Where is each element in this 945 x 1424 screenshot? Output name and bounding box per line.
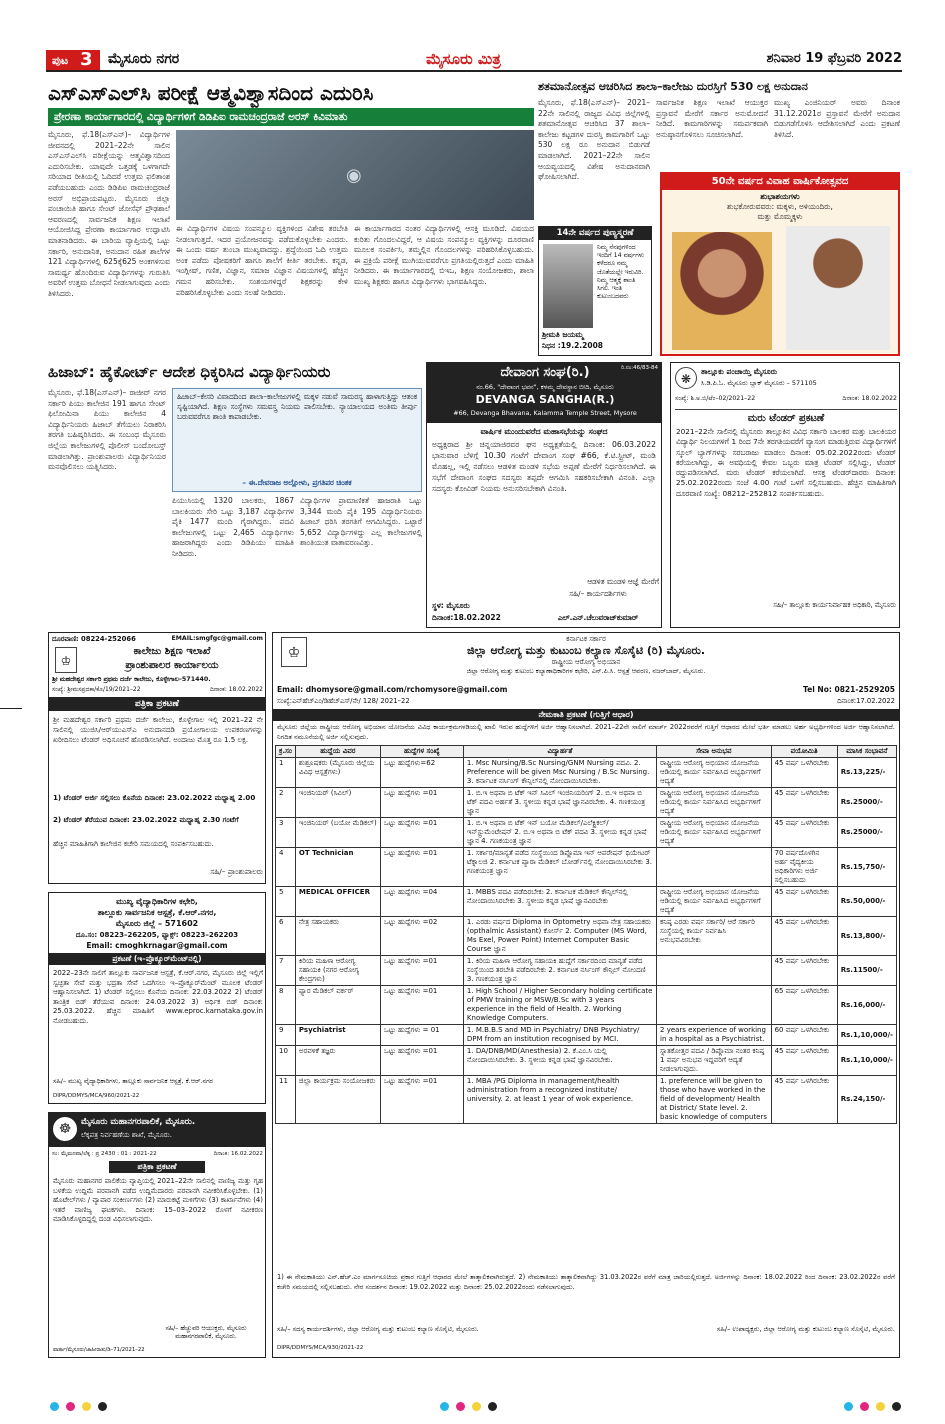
obituary-photo (543, 244, 593, 328)
table-cell: 4 (276, 848, 296, 887)
tender-office: ತಾಲ್ಲೂಕು ಪಂಚಾಯ್ತಿ ಮೈಸೂರು (701, 367, 778, 376)
masthead: ಮೈಸೂರು ಮಿತ್ರ (426, 50, 501, 68)
table-cell: 1. DA/DNB/MD(Anesthesia) 2. ಕೆ.ಎಂ.ಸಿ ಯಲ್ಲಿ ನೋಂದಾಯಿಸಿರಬೇಕು. 3. ಸ್ಥಳೀಯ ಕನ್ನಡ ಭಾಷೆ ಜ್ಞಾನವಿರಬೇಕು. (463, 1046, 656, 1076)
anniversary-photo-husband (786, 226, 890, 350)
hospital-office: ಮುಖ್ಯ ವೈದ್ಯಾಧಿಕಾರಿಗಳ ಕಛೇರಿ, (116, 897, 198, 906)
table-cell: ರಾಷ್ಟ್ರೀಯ ಆರೋಗ್ಯ ಅಭಿಯಾನ ಯೋಜನೆಯ ಆಡಿಯಲ್ಲಿ ಕಾರ್ಯ ನಿರ್ವಹಿಸಿದ ಅಭ್ಯರ್ಥಿಗಳಿಗೆ ಆದ್ಯತೆ (657, 887, 772, 917)
table-cell: 2 years experience of working in a hospital as a Psychiatrist. (657, 1025, 772, 1046)
hospital-tender-ad (48, 892, 266, 1104)
black-dot (98, 1402, 107, 1411)
table-cell: 1. ಬಿ.ಇ ಅಥವಾ ಬಿ ಟೆಕ್ ಇನ್ ಬಯೋ ಮೆಡಿಕಲ್/ಎಲೆಕ್ಟ್ರಿಕಲ್/ಇನ್‌ಸ್ಟ್ರುಮೆಂಟೇಷನ್ 2. ಬಿ.ಇ ಅಥವಾ ಬಿ ಟೆಕ್ ಪದವಿ 3. ಸ್ಥಳೀಯ ಕನ್ನಡ ಭಾಷೆ ಜ್ಞಾನ 4. ಗಣಕಯಂತ್ರ ಜ್ಞಾನ (463, 818, 656, 848)
devanga-title-kn: ದೇವಾಂಗ ಸಂಘ(ರಿ.) (500, 365, 590, 380)
devanga-sign-name: ಎಲ್.ಎನ್.ಚೆಲುವರಾಜ್‌ಕುಮಾರ್ (557, 613, 639, 622)
table-row (276, 788, 897, 818)
devanga-sign-1: ಆಡಳಿತ ಮಂಡಳಿ ಆಜ್ಞೆ ಮೇರೆಗೆ (587, 577, 659, 586)
table-cell: Rs.1,10,000/- (837, 1046, 896, 1076)
mcc-title: ಮೈಸೂರು ಮಹಾನಗರಪಾಲಿಕೆ, ಮೈಸೂರು. (81, 1117, 196, 1127)
table-cell: Rs.50,000/- (837, 887, 896, 917)
cyan-dot (440, 1402, 449, 1411)
table-cell: 1. MBA /PG Diploma in management/health administration from a recognized institute/ university. 2. at least 1 year of wok experience. (463, 1076, 656, 1124)
side-story-column-1: ಮೈಸೂರು, ಫೆ.18(ಎಸ್‌ಎನ್‌)– 2021–22ನೇ ಸಾಲಿನಲ್ಲಿ ರಾಜ್ಯದ ವಿವಿಧ ಜಿಲ್ಲೆಗಳಲ್ಲಿ ಶತಮಾನೋತ್ಸವ ಆಚರಿಸಿದ 37 ಶಾಲಾ–ಕಾಲೇಜು ಕಟ್ಟಡಗಳ ದುರಸ್ತಿ ಕಾಮಗಾರಿಗೆ ಒಟ್ಟು 530 ಲಕ್ಷ ರೂ ಅನುದಾನ ಬಿಡುಗಡೆ ಮಾಡಲಾಗಿದೆ. 2021–22ನೇ ಸಾಲಿನ ಆಯವ್ಯಯದಲ್ಲಿ ವಿಶೇಷ ಅನುದಾನವಾಗಿ ಘೋಷಿಸಲಾಗಿದೆ. (538, 98, 650, 182)
anniversary-ad (660, 172, 900, 356)
devanga-sangha-ad (426, 362, 662, 628)
anniversary-title: 50ನೇ ವರ್ಷದ ವಿವಾಹ ವಾರ್ಷಿಕೋತ್ಸವದ (662, 174, 898, 190)
anniversary-photo-wife (672, 232, 772, 350)
lead-column-3: ಈ ಕಾರ್ಯಾಗಾರದ ನಂತರ ವಿದ್ಯಾರ್ಥಿಗಳಲ್ಲಿ ಆಸಕ್ತಿ ಮೂಡಿದೆ. ವಿಷಯದ ಕುರಿತು ಗೊಂದಲವಿದ್ದರೆ, ಆ ವಿಷಯ ಸಂಪನ್ಮೂಲ ವ್ಯಕ್ತಿಗಳನ್ನು ದೂರವಾಣಿ ಮೂಲಕ ಸಂಪರ್ಕಿಸಿ, ತಮ್ಮಲ್ಲಿನ ಗೊಂದಲಗಳನ್ನು ಪರಿಹರಿಸಿಕೊಳ್ಳಬಹುದು. ಈ ಪ್ರಕ್ರಿಯೆ ಪರೀಕ್ಷೆ ಮುಗಿಯುವವರೆಗೂ ಪ್ರಗತಿಯಲ್ಲಿರುತ್ತದೆ ಎಂದು ಮಾಹಿತಿ ನೀಡಿದರು. ಈ ಕಾರ್ಯಾಗಾರದಲ್ಲಿ ಬಿಇಒ, ಶಿಕ್ಷಣ ಸಂಯೋಜಕರು, ಶಾಲಾ ಮುಖ್ಯ ಶಿಕ್ಷಕರು ಹಾಗೂ ವಿದ್ಯಾರ್ಥಿಗಳು ಭಾಗವಹಿಸಿದ್ದರು. (354, 224, 534, 286)
table-cell: 1. ಬಿ.ಇ ಅಥವಾ ಬಿ ಟೆಕ್ ಇನ್ ಸಿವಿಲ್ ಇಂಜಿನಿಯರಿಂಗ್ 2. ಬಿ.ಇ ಅಥವಾ ಬಿ ಟೆಕ್ ಪದವಿ ಅರ್ಹತೆ 3. ಸ್ಥಳೀಯ ಕನ್ನಡ ಭಾಷೆ ಜ್ಞಾನವಿರಬೇಕು. 4. ಗಣಕಯಂತ್ರ ಜ್ಞಾನ (463, 788, 656, 818)
table-cell: 3 (276, 818, 296, 848)
tender-date: ದಿನಾಂಕ: 18.02.2022 (842, 395, 897, 402)
college-more-info: ಹೆಚ್ಚಿನ ಮಾಹಿತಿಗಾಗಿ ಕಾಲೇಜಿನ ಕಚೇರಿ ಸಮಯದಲ್ಲಿ ಸಂಪರ್ಕಿಸಬಹುದು. (53, 839, 214, 848)
tender-title: ಮರು ಟೆಂಡರ್ ಪ್ರಕಟಣೆ (675, 409, 897, 424)
page-number: 3 (80, 49, 93, 70)
health-dipr: DIPR/DDMYS/MCA/930/2021-22 (277, 1345, 364, 1351)
health-notice-title: ನೇಮಕಾತಿ ಪ್ರಕಟಣೆ (ಗುತ್ತಿಗೆ ಆಧಾರ) (273, 709, 899, 721)
table-cell: ಒಟ್ಟು ಹುದ್ದೆಗಳು =01 (380, 848, 463, 887)
devanga-address-en: #66, Devanga Bhavana, Kalamma Temple Street, Mysore (453, 409, 637, 417)
table-cell: Rs.25000/- (837, 788, 896, 818)
table-cell: 8 (276, 986, 296, 1025)
college-office: ಪ್ರಾಂಶುಪಾಲರ ಕಾರ್ಯಾಲಯ (125, 660, 219, 671)
hospital-district: ಮೈಸೂರು ಜಿಲ್ಲೆ – 571602 (115, 919, 199, 928)
health-intro: ಮೈಸೂರು ಜಿಲ್ಲೆಯ ರಾಷ್ಟ್ರೀಯ ಆರೋಗ್ಯ ಅಭಿಯಾನ ಯೋಜನೆಯ ವಿವಿಧ ಕಾರ್ಯಕ್ರಮಗಳಡಿಯಲ್ಲಿ ಖಾಲಿ ಇರುವ ಹುದ್ದೆಗಳಿಗೆ ಅರ್ಜಿ ಆಹ್ವಾನಿಸಲಾಗಿದೆ. 2021–22ನೇ ಸಾಲಿಗೆ ಮಾರ್ಚ್ 2022ರವರೆಗೆ ಗುತ್ತಿಗೆ ಆಧಾರದ ಮೇಲೆ ಭರ್ತಿ ಮಾಡಲು ಅರ್ಹ ಅಭ್ಯರ್ಥಿಗಳಿಂದ ಅರ್ಜಿ ಆಹ್ವಾನಿಸಲಾಗಿದೆ. ನಿಗದಿತ ನಮೂನೆಯಲ್ಲಿ ಅರ್ಜಿ ಸಲ್ಲಿಸುವುದು. (277, 723, 895, 741)
table-cell: 45 ವರ್ಷ ಒಳಗಿರಬೇಕು (771, 956, 837, 986)
college-dept: ಕಾಲೇಜು ಶಿಕ್ಷಣ ಇಲಾಖೆ (133, 646, 211, 657)
table-cell: 70 ವರ್ಷದೊಳಗಿನ ಅರ್ಹ ವೈದ್ಯಕೀಯ ಅಧಿಕಾರಿಗಳು ಅರ್ಜಿ ಸಲ್ಲಿಸಬಹುದು (771, 848, 837, 887)
section-name: ಮೈಸೂರು ನಗರ (108, 51, 180, 67)
hijab-quote-box (172, 388, 422, 492)
table-header-cell: ಕ್ರ.ಸಂ (276, 746, 296, 758)
table-cell: ಒಟ್ಟು ಹುದ್ದೆಗಳು =01 (380, 818, 463, 848)
table-header-cell: ಸೇವಾ ಅನುಭವ (657, 746, 772, 758)
table-cell: 45 ವರ್ಷ ಒಳಗಿರಬೇಕು (771, 1046, 837, 1076)
table-cell: 6 (276, 917, 296, 956)
table-cell: ಅರವಳಿಕೆ ತಜ್ಞರು (295, 1046, 380, 1076)
page-label: ಪುಟ (52, 54, 69, 67)
health-posts-table (275, 745, 897, 1124)
issue-date: ಶನಿವಾರ 19 ಫೆಬ್ರವರಿ 2022 (766, 51, 902, 66)
mcc-body: ಮೈಸೂರು ಮಹಾನಗರ ಪಾಲಿಕೆಯ ವ್ಯಾಪ್ತಿಯಲ್ಲಿ 2021–22ನೇ ಸಾಲಿನಲ್ಲಿ ವಾಣಿಜ್ಯ ಮತ್ತು ಗೃಹ ಬಳಕೆಯ ಉದ್ದಿಮೆ ಪರವಾನಗಿ ಪಡೆದ ಉದ್ದಿಮೆದಾರರು ಪರವಾನಗಿ ನವೀಕರಿಸಿಕೊಳ್ಳಬೇಕು. (1) ಹೊಟೇಲ್‌ಗಳು / ವ್ಯಾಪಾರ ಸಂಕೀರ್ಣಗಳು (2) ಮಾರುಕಟ್ಟೆ ಮಳಿಗೆಗಳು (3) ಕಾರ್ಖಾನೆಗಳು (4) ಇತರೆ ವಾಣಿಜ್ಯ ಘಟಕಗಳು. ದಿನಾಂಕ: 15–03–2022 ರೊಳಗೆ ನವೀಕರಣ ಮಾಡಿಸಿಕೊಳ್ಳದಿದ್ದಲ್ಲಿ ದಂಡ ವಿಧಿಸಲಾಗುವುದು. (53, 1177, 263, 1224)
table-cell: 45 ವರ್ಷ ಒಳಗಿರಬೇಕು (771, 818, 837, 848)
table-cell (657, 848, 772, 887)
table-cell: ಫ್ಯಾರ ಮೆಡಿಕಲ್ ವರ್ಕರ್ (295, 986, 380, 1025)
anniversary-greeting-family: ಮತ್ತು ಮೊಮ್ಮಕ್ಕಳು (757, 212, 803, 221)
side-story-column-3: ಮುಖ್ಯ ಎಂಜಿನಿಯರ್ ಅವರು ದಿನಾಂಕ 31.12.2021ರ ಪ್ರಸ್ತಾವನೆ ಮೇರೆಗೆ ಅನುದಾನ ಬಿಡುಗಡೆಗೊಳಿಸಿ ಆದೇಶಿಸಲಾಗಿದೆ ಎಂದು ಪ್ರಕಟಣೆ ತಿಳಿಸಿದೆ. (774, 98, 900, 139)
anniversary-greeting: ಶುಭಾಶಯಗಳು (760, 192, 800, 201)
table-cell (657, 986, 772, 1025)
table-cell: Rs.1,10,000/- (837, 1025, 896, 1046)
magenta-dot (66, 1402, 75, 1411)
obituary-text: ನಿಮ್ಮ ನೆನಪುಗಳಿಂದ ಇಂದಿಗೆ 14 ವರ್ಷಗಳು ಕಳೆದರೂ ನಮ್ಮ ಜೊತೆಯಲ್ಲೇ ಇರುವಿರಿ. ನಿಮ್ಮ ಆತ್ಮಕ್ಕೆ ಶಾಂತಿ ಸಿಗಲಿ. ಇಂತಿ ಕುಟುಂಬದವರು (597, 244, 645, 301)
table-cell: ಕನಿಷ್ಠ ಎರಡು ವರ್ಷ ಸರ್ಕಾರಿ/ ಆರೆ ಸರ್ಕಾರಿ ಸಂಸ್ಥೆಯಲ್ಲಿ ಕಾರ್ಯ ನಿರ್ವಹಿಸಿ ಅನುಭವವಿರಬೇಕು (657, 917, 772, 956)
side-story-column-2: ಸಾರ್ವಜನಿಕ ಶಿಕ್ಷಣ ಇಲಾಖೆ ಆಯುಕ್ತರ ಪ್ರಸ್ತಾವನೆ ಮೇರೆಗೆ ಸರ್ಕಾರ ಅನುಮೋದನೆ ನೀಡಿದೆ. ಕಾಮಗಾರಿಗಳನ್ನು ಸಮರ್ಪಕವಾಗಿ ಅನುಷ್ಠಾನಗೊಳಿಸಲು ಸೂಚಿಸಲಾಗಿದೆ. (656, 98, 768, 139)
college-email: EMAIL:smgfgc@gmail.com (171, 635, 263, 642)
magenta-dot (860, 1402, 869, 1411)
devanga-header (427, 363, 661, 423)
table-cell: 1 (276, 758, 296, 788)
page-number-badge (46, 50, 100, 70)
table-cell: ಒಟ್ಟು ಹುದ್ದೆಗಳು =02 (380, 917, 463, 956)
devanga-sign-2: ಸಹಿ/– ಕಾರ್ಯದರ್ಶಿಗಳು (569, 589, 627, 598)
health-email: Email: dhomysore@gmail.com/rchomysore@gmail.com (277, 685, 508, 694)
table-cell: 45 ವರ್ಷ ಒಳಗಿರಬೇಕು (771, 917, 837, 956)
health-footer: 1) ಈ ನೇಮಕಾತಿಯು ಎನ್.ಹೆಚ್.ಎಂ ಮಾರ್ಗಸೂಚಿಯ ಪ್ರಕಾರ ಗುತ್ತಿಗೆ ಆಧಾರದ ಮೇಲೆ ತಾತ್ಕಾಲಿಕವಾಗಿರುತ್ತದೆ. 2) ನೇಮಕಾತಿಯು ತಾತ್ಕಾಲಿಕವಾಗಿದ್ದು 31.03.2022ರ ವರೆಗೆ ಮಾತ್ರ ಜಾರಿಯಲ್ಲಿರುತ್ತದೆ. ಅರ್ಜಿಗಳನ್ನು ದಿನಾಂಕ: 18.02.2022 ರಿಂದ ದಿನಾಂಕ: 23.02.2022ರ ವರೆಗೆ ಕಚೇರಿ ಸಮಯದಲ್ಲಿ ಸಲ್ಲಿಸಬಹುದು. ನೇರ ಸಂದರ್ಶನ ದಿನಾಂಕ: 19.02.2022 ಮತ್ತು ದಿನಾಂಕ: 25.02.2022ರಂದು ನಡೆಸಲಾಗುವುದು. (277, 1273, 895, 1291)
table-header-row (276, 746, 897, 758)
side-story-headline: ಶತಮಾನೋತ್ಸವ ಆಚರಿಸಿದ ಶಾಲಾ–ಕಾಲೇಜು ದುರಸ್ತಿಗೆ 530 ಲಕ್ಷ ಅನುದಾನ (538, 80, 808, 93)
mcc-dept: ಲೆಕ್ಕಪತ್ರ ನಿರ್ವಹಣೆಯ ಶಾಖೆ, ಮೈಸೂರು. (81, 1131, 172, 1139)
health-sign-2: ಸಹಿ/– ಉಪಾಧ್ಯಕ್ಷರು, ಜಿಲ್ಲಾ ಆರೋಗ್ಯ ಮತ್ತು ಕುಟುಂಬ ಕಲ್ಯಾಣ ಸೊಸೈಟಿ, ಮೈಸೂರು. (716, 1325, 895, 1333)
table-cell: OT Technician (295, 848, 380, 887)
table-cell: MEDICAL OFFICER (295, 887, 380, 917)
hijab-column-3: ವಿದ್ಯಾರ್ಥಿಗಳ ಪ್ರಾಮಾಣಿಕತೆ ಹಾಜರಾತಿ ಒಟ್ಟು 3,344 ಮಂದಿ ಪೈಕಿ 195 ವಿದ್ಯಾರ್ಥಿನಿಯರು ಹಿಜಾಬ್ ಧರಿಸಿ ತರಗತಿಗೆ ಆಗಮಿಸಿದ್ದರು. ಒಟ್ಟಾರೆ 5,652 ವಿದ್ಯಾರ್ಥಿಗಳಿದ್ದು ಎಲ್ಲ ಕಾಲೇಜುಗಳಲ್ಲಿ ಶಾಂತಿಯುತ ವಾತಾವರಣವಿತ್ತು. (300, 496, 422, 548)
table-cell: ನೇತ್ರ ಸಹಾಯಕರು (295, 917, 380, 956)
hijab-column-1: ಮೈಸೂರು, ಫೆ.18(ಎಸ್‌ಎನ್‌)– ರಾಜೀವ್ ನಗರ ಸರ್ಕಾರಿ ಪಿಯು ಕಾಲೇಜಿನ 191 ಹಾಗೂ ಸೇಂಟ್ ಫಿಲೋಮಿನಾ ಪಿಯು ಕಾಲೇಜಿನ 4 ವಿದ್ಯಾರ್ಥಿನಿಯರು ಹಿಜಾಬ್ ತೆಗೆಯಲು ನಿರಾಕರಿಸಿ ತರಗತಿ ಬಹಿಷ್ಕರಿಸಿದರು. ಈ ಸಂಬಂಧ ಮೈಸೂರು ಜಿಲ್ಲೆಯ ಕಾಲೇಜುಗಳಲ್ಲಿ ಪೊಲೀಸ್ ಬಂದೋಬಸ್ತ್ ಮಾಡಲಾಗಿತ್ತು. ಪ್ರಾಂಶುಪಾಲರು ವಿದ್ಯಾರ್ಥಿನಿಯರ ಮನವೊಲಿಸಲು ಯತ್ನಿಸಿದರು. (48, 388, 166, 472)
table-cell: 1. High School / Higher Secondary holding certificate of PMW training or MSW/B.Sc with 3 years experience in the field of Health. 2. Working Knowledge Computers. (463, 986, 656, 1025)
table-cell: Rs.24,150/- (837, 1076, 896, 1124)
hospital-email: Email: cmoghkrnagar@gmail.com (86, 941, 228, 950)
mcc-sign: ಸಹಿ/– ಹೆಚ್ಚುವರಿ ಆಯುಕ್ತರು, ಮೈಸೂರು ಮಹಾನಗರಪಾಲಿಕೆ, ಮೈಸೂರು. (165, 1325, 247, 1340)
table-row (276, 848, 897, 887)
table-cell: 45 ವರ್ಷ ಒಳಗಿರಬೇಕು (771, 887, 837, 917)
table-cell: ಒಟ್ಟು ಹುದ್ದೆಗಳು =01 (380, 788, 463, 818)
devanga-subtitle: ವಾರ್ಷಿಕ ಮುಂದುವರೆದ ಮಹಾಸಭೆಯನ್ನು ಸಂಘದ (480, 427, 608, 436)
table-cell: Rs.13,225/- (837, 758, 896, 788)
table-row (276, 887, 897, 917)
table-cell: 9 (276, 1025, 296, 1046)
table-cell: 11 (276, 1076, 296, 1124)
obituary-title: 14ನೇ ವರ್ಷದ ಪುಣ್ಯಸ್ಮರಣೆ (539, 227, 651, 240)
hijab-headline: ಹಿಜಾಬ್: ಹೈಕೋರ್ಟ್ ಆದೇಶ ಧಿಕ್ಕರಿಸಿದ ವಿದ್ಯಾರ್ಥಿನಿಯರು (48, 363, 331, 381)
hospital-dipr: DIPR/DDMYS/MCA/960/2021-22 (53, 1093, 140, 1099)
table-row (276, 956, 897, 986)
table-header-cell: ಮಾಸಿಕ ಸಂಭಾವನೆ (837, 746, 896, 758)
hijab-quote-text: ಹಿಜಾಬ್–ಕೇಸರಿ ವಿವಾದದಿಂದ ಶಾಲಾ–ಕಾಲೇಜುಗಳಲ್ಲಿ ಮಕ್ಕಳ ನಡುವೆ ಸಾಮರಸ್ಯ ಹಾಳಾಗುತ್ತಿದ್ದು ಆತಂಕ ಸೃಷ್ಟಿಯಾಗಿದೆ. ಶಿಕ್ಷಣ ಸಂಸ್ಥೆಗಳು ಸಮವಸ್ತ್ರ ನಿಯಮ ಪಾಲಿಸಬೇಕು. ನ್ಯಾಯಾಲಯದ ಅಂತಿಮ ತೀರ್ಪು ಬರುವವರೆಗೂ ಶಾಂತಿ ಕಾಪಾಡಬೇಕು. (177, 392, 417, 421)
health-emblem-icon: ♔ (281, 637, 307, 667)
tender-number: ಸಂಖ್ಯೆ: ಶಿ.ಅ.ಬಿ/ಟೆಂ–02/2021–22 (675, 395, 756, 402)
table-row (276, 986, 897, 1025)
table-cell: ಇಂಜಿನಿಯರ್ (ಸಿವಿಲ್) (295, 788, 380, 818)
devanga-address-kn: ನಂ.66, "ದೇವಾಂಗ ಭವನ", ಕಳಮ್ಮ ದೇವಸ್ಥಾನ ಬೀದಿ, ಮೈಸೂರು (476, 383, 614, 391)
table-cell: ರಾಷ್ಟ್ರೀಯ ಆರೋಗ್ಯ ಅಭಿಯಾನ ಯೋಜನೆಯ ಆಡಿಯಲ್ಲಿ ಕಾರ್ಯ ನಿರ್ವಹಿಸಿದ ಅಭ್ಯರ್ಥಿಗಳಿಗೆ ಆದ್ಯತೆ (657, 758, 772, 788)
cyan-dot (844, 1402, 853, 1411)
hospital-phone: ದೂ.ಸಂ: 08223–262205, ಫ್ಯಾಕ್ಸ್: 08223–262203 (75, 931, 239, 939)
college-body: ಶ್ರೀ ಮಹದೇಶ್ವರ ಸರ್ಕಾರಿ ಪ್ರಥಮ ದರ್ಜೆ ಕಾಲೇಜು, ಕೊಳ್ಳೇಗಾಲ ಇಲ್ಲಿ 2021–22 ನೇ ಸಾಲಿನಲ್ಲಿ ಯುಜಿಸಿ/ಆರ್‌ಯುಎಸ್‌ಎ ಅನುದಾನದಡಿ ಪ್ರಯೋಗಾಲಯ ಉಪಕರಣಗಳನ್ನು ಖರೀದಿಸಲು ಟೆಂಡರ್ ಅಧಿಸೂಚನೆ ಹೊರಡಿಸಲಾಗಿದೆ. ಅಂದಾಜು ಮೊತ್ತ ರೂ 1.5 ಲಕ್ಷ. (53, 715, 263, 744)
table-cell: 10 (276, 1046, 296, 1076)
table-cell: 45 ವರ್ಷ ಒಳಗಿರಬೇಕು (771, 788, 837, 818)
table-cell: 45 ವರ್ಷ ಒಳಗಿರಬೇಕು (771, 1076, 837, 1124)
table-cell: Rs.13,800/- (837, 917, 896, 956)
obituary-ad (538, 226, 652, 356)
table-cell: 65 ವರ್ಷ ಒಳಗಿರಬೇಕು (771, 986, 837, 1025)
mcc-notice-title: ಪತ್ರಿಕಾ ಪ್ರಕಟಣೆ (109, 1161, 205, 1173)
yellow-dot (876, 1402, 885, 1411)
table-header-cell: ವಿದ್ಯಾರ್ಹತೆ (463, 746, 656, 758)
table-cell: 1. ಎರಡು ವರ್ಷದ Diploma in Optometry ಅಥವಾ ನೇತ್ರ ಸಹಾಯಕರು (opthalmic Assistant) ಕೋರ್ಸ್ 2. Computer (MS Word, Ms Exel, Power Point) Internet Computer Basic Course ಜ್ಞಾನ (463, 917, 656, 956)
table-cell: 1. M.B.B.S and MD in Psychiatry/ DNB Psychiatry/ DPM from an institution recognised by MCI. (463, 1025, 656, 1046)
magenta-dot (456, 1402, 465, 1411)
college-sign: ಸಹಿ/– ಪ್ರಾಂಶುಪಾಲರು (210, 867, 263, 876)
obituary-name: ಶ್ರೀಮತಿ ಜಯಮ್ಮ (542, 330, 584, 339)
college-name: ಶ್ರೀ ಮಹದೇಶ್ವರ ಸರ್ಕಾರಿ ಪ್ರಥಮ ದರ್ಜೆ ಕಾಲೇಜು, ಕೊಳ್ಳೇಗಾಲ–571440. (52, 676, 211, 683)
table-cell: Rs.25000/- (837, 818, 896, 848)
yellow-dot (472, 1402, 481, 1411)
college-deadline-2: 2) ಟೆಂಡರ್ ತೆರೆಯುವ ದಿನಾಂಕ: 23.02.2022 ಮಧ್ಯಾಹ್ನ 2.30 ಗಂಟೆಗೆ (53, 815, 239, 824)
mcc-dipr: ವಾರ್ತಾ/ಮೈಸೂರು/ಜಾಹೀರಾತು/ಡಿ–71/2021–22 (53, 1347, 145, 1353)
table-row (276, 1025, 897, 1046)
table-cell: ರಾಷ್ಟ್ರೀಯ ಆರೋಗ್ಯ ಅಭಿಯಾನ ಯೋಜನೆಯ ಆಡಿಯಲ್ಲಿ ಕಾರ್ಯ ನಿರ್ವಹಿಸಿದ ಅಭ್ಯರ್ಥಿಗಳಿಗೆ ಆದ್ಯತೆ (657, 788, 772, 818)
table-row (276, 758, 897, 788)
lead-subhead: ಪ್ರೇರಣಾ ಕಾರ್ಯಾಗಾರದಲ್ಲಿ ವಿದ್ಯಾರ್ಥಿಗಳಿಗೆ ಡಿಡಿಪಿಐ ರಾಮಚಂದ್ರರಾಜೆ ಅರಸ್ ಕಿವಿಮಾತು (48, 108, 534, 126)
table-row (276, 1076, 897, 1124)
table-row (276, 917, 897, 956)
table-cell: Rs.11500/- (837, 956, 896, 986)
table-cell: Rs.16,000/- (837, 986, 896, 1025)
table-cell: ಒಟ್ಟು ಹುದ್ದೆಗಳು =01 (380, 1046, 463, 1076)
table-header-cell: ವಯೋಮಿತಿ (771, 746, 837, 758)
table-cell: ಒಟ್ಟು ಹುದ್ದೆಗಳು =04 (380, 887, 463, 917)
health-ref-date: ದಿನಾಂಕ:17.02.2022 (837, 697, 895, 705)
table-cell: Rs.15,750/- (837, 848, 896, 887)
table-cell: 7 (276, 956, 296, 986)
table-cell: ಜಿಲ್ಲಾ ಕಾರ್ಯಕ್ರಮ ಸಂಯೋಜಕರು (295, 1076, 380, 1124)
table-cell: 2 (276, 788, 296, 818)
health-subtitle: ರಾಷ್ಟ್ರೀಯ ಆರೋಗ್ಯ ಅಭಿಯಾನ (551, 658, 621, 666)
devanga-date: ದಿನಾಂಕ:18.02.2022 (432, 613, 501, 622)
taluk-tender-ad (670, 362, 900, 628)
table-cell: ಇಂಜಿನಿಯರ್ (ಬಯೋ ಮೆಡಿಕಲ್) (295, 818, 380, 848)
table-cell: ರಾಷ್ಟ್ರೀಯ ಆರೋಗ್ಯ ಅಭಿಯಾನ ಯೋಜನೆಯ ಆಡಿಯಲ್ಲಿ ಕಾರ್ಯ ನಿರ್ವಹಿಸಿದ ಅಭ್ಯರ್ಥಿಗಳಿಗೆ ಆದ್ಯತೆ (657, 818, 772, 848)
table-row (276, 1046, 897, 1076)
hijab-column-2: ಪಿಯುಸಿಯಲ್ಲಿ 1320 ಬಾಲಕರು, 1867 ಬಾಲಕಿಯರು ಸೇರಿ ಒಟ್ಟು 3,187 ವಿದ್ಯಾರ್ಥಿಗಳ ಪೈಕಿ 1477 ಮಂದಿ ಗೈರಾಗಿದ್ದರು. ಪದವಿ ಕಾಲೇಜುಗಳಲ್ಲಿ ಒಟ್ಟು 2,465 ವಿದ್ಯಾರ್ಥಿಗಳು ಹಾಜರಾಗಿದ್ದರು ಎಂದು ಡಿಡಿಪಿಯು ಮಾಹಿತಿ ನೀಡಿದರು. (172, 496, 294, 558)
table-cell: ಶುಶ್ರೂಷಕರು (ಮೈಸೂರು ಜಿಲ್ಲೆಯ ವಿವಿಧ ಆಸ್ಪತ್ರೆಗಳು) (295, 758, 380, 788)
photo-icon: ◉ (346, 165, 362, 186)
karnataka-emblem-icon: ♔ (55, 647, 77, 673)
devanga-body: ಅಧ್ಯಕ್ಷರಾದ ಶ್ರೀ ಚಿನ್ನಯಾಜಿರವರ ಘನ ಅಧ್ಯಕ್ಷತೆಯಲ್ಲಿ ದಿನಾಂಕ: 06.03.2022 ಭಾನುವಾರ ಬೆಳಿಗ್ಗೆ 10.30 ಗಂಟೆಗೆ ದೇವಾಂಗ ಸಂಘ #66, ಕೆ.ಟಿ.ಸ್ಟ್ರೀಟ್, ಮಂಡಿ ಮೊಹಲ್ಲ, ಇಲ್ಲಿ ನಡೆಸಲು ಆಡಳಿತ ಮಂಡಳಿ ಸಭೆಯ ಅಪ್ಪಣೆ ಮೇರೆಗೆ ನಿರ್ಧರಿಸಲಾಗಿದೆ. ಈ ಸಭೆಗೆ ದೇವಾಂಗ ಸಂಘದ ಸದಸ್ಯರು ತಪ್ಪದೇ ಆಗಮಿಸಿ ಸಹಕರಿಸಬೇಕಾಗಿ ವಿನಂತಿ. ಎಲ್ಲಾ ಸದಸ್ಯರು ಕೋವಿಡ್ ನಿಯಮ ಅನುಸರಿಸಬೇಕಾಗಿ ವಿನಂತಿ. (432, 440, 656, 493)
health-address: ಜಿಲ್ಲಾ ಆರೋಗ್ಯ ಮತ್ತು ಕುಟುಂಬ ಕಲ್ಯಾಣಾಧಿಕಾರಿಗಳ ಕಛೇರಿ, ಎನ್.ಪಿ.ಸಿ. ಆಸ್ಪತ್ರೆ ಆವರಣ, ನಜರ್‌ಬಾದ್, ಮೈಸೂರು. (466, 667, 706, 675)
table-cell (657, 956, 772, 986)
table-header-cell: ಹುದ್ದೆಗಳ ಸಂಖ್ಯೆ (380, 746, 463, 758)
hospital-notice-title: ಪ್ರಕಟಣೆ (ಇ–ಪ್ರೊಕ್ಯೂರ್‌ಮೆಂಟ್‌ನಲ್ಲಿ) (49, 953, 265, 965)
table-cell: ಕಿರಿಯ ಮಹಿಳಾ ಆರೋಗ್ಯ ಸಹಾಯಕಿ (ನಗರ ಆರೋಗ್ಯ ಕೇಂದ್ರಗಳು) (295, 956, 380, 986)
college-ref-number: ಸಂಖ್ಯೆ: ಶ್ರೀಮಸಪ್ರದಕಾ/ಕೊ/19/2021–22 (52, 686, 141, 693)
devanga-reg-no: ರಿ.ನಂ:46/83-84 (621, 365, 658, 371)
table-cell: 5 (276, 887, 296, 917)
table-cell: ಒಟ್ಟು ಹುದ್ದೆಗಳು = 01 (380, 1025, 463, 1046)
devanga-place: ಸ್ಥಳ: ಮೈಸೂರು (432, 601, 470, 610)
mcc-notice-ad (48, 1112, 266, 1358)
government-seal-icon: ❋ (675, 367, 697, 389)
black-dot (892, 1402, 901, 1411)
health-sign-1: ಸಹಿ/– ಸದಸ್ಯ ಕಾರ್ಯದರ್ಶಿಗಳು, ಜಿಲ್ಲಾ ಆರೋಗ್ಯ ಮತ್ತು ಕುಟುಂಬ ಕಲ್ಯಾಣ ಸೊಸೈಟಿ, ಮೈಸೂರು. (277, 1325, 479, 1333)
hospital-name: ತಾಲ್ಲೂಕು ಸಾರ್ವಜನಿಕ ಆಸ್ಪತ್ರೆ, ಕೆ.ಆರ್.ನಗರ, (97, 908, 217, 917)
health-posts-table-wrap (275, 745, 897, 1269)
tender-address: ಸಿ.ಡಿ.ಪಿ.ಓ. ಮೈಸೂರು ಬ್ಲಾಕ್ ಮೈಸೂರು – 571105 (701, 379, 817, 387)
tender-body: 2021–22ನೇ ಸಾಲಿನಲ್ಲಿ ಮೈಸೂರು ತಾಲ್ಲೂಕಿನ ವಿವಿಧ ಸರ್ಕಾರಿ ಬಾಲಕರ ಮತ್ತು ಬಾಲಕಿಯರ ವಿದ್ಯಾರ್ಥಿ ನಿಲಯಗಳಿಗೆ 1 ರಿಂದ 7ನೇ ತರಗತಿಯವರೆಗೆ ವ್ಯಾಸಂಗ ಮಾಡುತ್ತಿರುವ ವಿದ್ಯಾರ್ಥಿಗಳಿಗೆ ಸ್ಕೂಲ್ ಬ್ಯಾಗ್‌ಗಳನ್ನು ಸರಬರಾಜು ಮಾಡಲು ದಿನಾಂಕ: 05.02.2022ರಂದು ಟೆಂಡರ್ ಕರೆಯಲಾಗಿದ್ದು, ಈ ಅವಧಿಯಲ್ಲಿ ಕೇವಲ ಒಬ್ಬರು ಮಾತ್ರ ಟೆಂಡರ್ ಸಲ್ಲಿಸಿದ್ದು, ಟೆಂಡರ್ ರದ್ದುಪಡಿಸಲಾಗಿದೆ. ಮರು ಟೆಂಡರ್ ಕರೆಯಲಾಗಿದೆ. ಆಸಕ್ತ ಟೆಂಡರ್‌ದಾರರು ದಿನಾಂಕ: 25.02.2022ರಂದು ಸಂಜೆ 4.00 ಗಂಟೆ ಒಳಗೆ ಸಲ್ಲಿಸಬಹುದು. ಹೆಚ್ಚಿನ ಮಾಹಿತಿಗಾಗಿ ದೂರವಾಣಿ ಸಂಖ್ಯೆ: 08212–252812 ಸಂಪರ್ಕಿಸಬಹುದು. (676, 427, 896, 498)
mcc-ref-date: ದಿನಾಂಕ: 16.02.2022 (213, 1151, 263, 1157)
lead-photo (176, 130, 534, 220)
table-cell: ಒಟ್ಟು ಹುದ್ದೆಗಳು =01 (380, 986, 463, 1025)
anniversary-greeting-from: ಶುಭಕೋರುವವರು: ಮಕ್ಕಳು, ಅಳಿಯಂದಿರು, (727, 202, 833, 211)
table-cell: 60 ವರ್ಷ ಒಳಗಿರಬೇಕು (771, 1025, 837, 1046)
health-recruitment-ad (272, 632, 900, 1358)
college-tender-ad (48, 632, 266, 884)
table-cell: ಸ್ನಾತಕೋತ್ತರ ಪದವಿ / ಡಿಪ್ಲೊಮಾ ನಂತರ ಕನಿಷ್ಠ 1 ವರ್ಷ ಅನುಭವ ಇದ್ದವರಿಗೆ ಆದ್ಯತೆ ನೀಡಲಾಗುವುದು. (657, 1046, 772, 1076)
yellow-dot (82, 1402, 91, 1411)
crop-mark (0, 708, 22, 709)
mcc-logo-icon: ☸ (53, 1117, 77, 1141)
table-cell: ಒಟ್ಟು ಹುದ್ದೆಗಳು =01 (380, 1076, 463, 1124)
table-cell: 45 ವರ್ಷ ಒಳಗಿರಬೇಕು (771, 758, 837, 788)
cyan-dot (50, 1402, 59, 1411)
page-header (46, 48, 902, 72)
table-cell: ಒಟ್ಟು ಹುದ್ದೆಗಳು =01 (380, 956, 463, 986)
hospital-body: 2022–23ನೇ ಸಾಲಿಗೆ ತಾಲ್ಲೂಕು ಸಾರ್ವಜನಿಕ ಆಸ್ಪತ್ರೆ, ಕೆ.ಆರ್.ನಗರ, ಮೈಸೂರು ಜಿಲ್ಲೆ ಇಲ್ಲಿಗೆ ಸ್ವಚ್ಛತಾ ಸೇವೆ ಮತ್ತು ಭದ್ರತಾ ಸೇವೆ ಒದಗಿಸಲು ಇ–ಪ್ರೊಕ್ಯೂರ್‌ಮೆಂಟ್ ಮೂಲಕ ಟೆಂಡರ್ ಆಹ್ವಾನಿಸಲಾಗಿದೆ. 1) ಟೆಂಡರ್ ಸಲ್ಲಿಸಲು ಕೊನೆಯ ದಿನಾಂಕ: 22.03.2022 2) ಟೆಂಡರ್ ತಾಂತ್ರಿಕ ಬಿಡ್ ತೆರೆಯುವ ದಿನಾಂಕ: 24.03.2022 3) ಆರ್ಥಿಕ ಬಿಡ್ ದಿನಾಂಕ: 25.03.2022. ಹೆಚ್ಚಿನ ಮಾಹಿತಿಗೆ www.eproc.karnataka.gov.in ನೋಡಬಹುದು. (53, 969, 263, 1025)
mcc-header (49, 1113, 265, 1147)
college-notice-title: ಪತ್ರಿಕಾ ಪ್ರಕಟಣೆ (49, 697, 265, 711)
table-cell: ಒಟ್ಟು ಹುದ್ದೆಗಳು=62 (380, 758, 463, 788)
health-ref-number: ಸಂಖ್ಯೆ:ಎನ್‌ಹೆಚ್‌ಎಂ/ಡಿಹೆಚ್‌ಎಸ್/ನೇ/ 128/ 2021–22 (277, 697, 410, 705)
lead-column-2: ಈ ವಿದ್ಯಾರ್ಥಿಗಳ ವಿಷಯ ಸಂಪನ್ಮೂಲ ವ್ಯಕ್ತಿಗಳಿಂದ ವಿಶೇಷ ತರಬೇತಿ ನೀಡಲಾಗುತ್ತದೆ. ಇದರ ಪ್ರಯೋಜನವನ್ನು ಪಡೆದುಕೊಳ್ಳಬೇಕು ಎಂದರು. ಈ ಒಂದು ವರ್ಷ ತುಂಬಾ ಮುಖ್ಯವಾದದ್ದು. ಶ್ರದ್ಧೆಯಿಂದ ಓದಿ ಉತ್ತಮ ಅಂಕ ಪಡೆದು ಪೋಷಕರಿಗೆ ಹಾಗೂ ಶಾಲೆಗೆ ಕೀರ್ತಿ ತರಬೇಕು. ಕನ್ನಡ, ಇಂಗ್ಲೀಷ್, ಗಣಿತ, ವಿಜ್ಞಾನ, ಸಮಾಜ ವಿಜ್ಞಾನ ವಿಷಯಗಳಲ್ಲಿ ಹೆಚ್ಚಿನ ಗಮನ ಹರಿಸಬೇಕು. ಸಂಶಯಗಳಿದ್ದರೆ ಶಿಕ್ಷಕರನ್ನು ಕೇಳಿ ಪರಿಹರಿಸಿಕೊಳ್ಳಬೇಕು ಎಂದು ಸಲಹೆ ನೀಡಿದರು. (176, 224, 348, 297)
table-cell: 1. preference will be given to those who have worked in the field of development/ Health at District/ State level. 2. basic knowledge of computers (657, 1076, 772, 1124)
obituary-date: ನಿಧನ :19.2.2008 (542, 341, 604, 350)
lead-headline: ಎಸ್‌ಎಸ್‌ಎಲ್‌ಸಿ ಪರೀಕ್ಷೆ ಆತ್ಮವಿಶ್ವಾಸದಿಂದ ಎದುರಿಸಿ (48, 81, 374, 105)
table-cell: 1. Msc Nursing/B.Sc Nursing/GNM Nursing ಪದವಿ. 2. Preference will be given Msc Nursing / B.Sc Nursing. 3. ಕರ್ನಾಟಕ ನರ್ಸಿಂಗ್ ಕೌನ್ಸಿಲ್‌ನಲ್ಲಿ ನೋಂದಾಯಿಸಿರಬೇಕು. (463, 758, 656, 788)
health-title: ಜಿಲ್ಲಾ ಆರೋಗ್ಯ ಮತ್ತು ಕುಟುಂಬ ಕಲ್ಯಾಣ ಸೊಸೈಟಿ (ರಿ) ಮೈಸೂರು. (466, 644, 706, 657)
hospital-sign: ಸಹಿ/– ಮುಖ್ಯ ವೈದ್ಯಾಧಿಕಾರಿಗಳು, ತಾಲ್ಲೂಕು ಸಾರ್ವಜನಿಕ ಆಸ್ಪತ್ರೆ, ಕೆ.ಆರ್.ನಗರ (53, 1077, 213, 1085)
table-cell: Psychiatrist (295, 1025, 380, 1046)
table-cell: 1. MBBS ಪದವಿ ಪಡೆದಿರಬೇಕು 2. ಕರ್ನಾಟಕ ಮೆಡಿಕಲ್ ಕೌನ್ಸಿಲ್‌ನಲ್ಲಿ ನೋಂದಾಯಿಸಿರಬೇಕು 3. ಸ್ಥಳೀಯ ಕನ್ನಡ ಭಾಷೆ ಜ್ಞಾನವಿರಬೇಕು (463, 887, 656, 917)
devanga-title-en: DEVANGA SANGHA(R.) (475, 393, 615, 406)
hijab-quote-author: – ಈ.ದೇವರಾಜ ಅಲ್ಲೋಳು, ಪ್ರಗತಿಪರ ಚಿಂತಕ (242, 478, 352, 487)
health-tel: Tel No: 0821-2529205 (803, 685, 895, 694)
black-dot (488, 1402, 497, 1411)
college-phone: ದೂರವಾಣಿ: 08224-252066 (52, 635, 136, 643)
table-row (276, 818, 897, 848)
mcc-ref-number: ಸಂ: ಮೈಮನಪಾ/ಲೆಕ್ಕ : ಪ್ರ 2430 : 01 : 2021-22 (52, 1151, 157, 1157)
lead-column-1: ಮೈಸೂರು, ಫೆ.18(ಎಸ್‌ಎನ್‌)– ವಿದ್ಯಾರ್ಥಿಗಳ ಜೀವನದಲ್ಲಿ 2021–22ನೇ ಸಾಲಿನ ಎಸ್‌ಎಸ್‌ಎಲ್‌ಸಿ ಪರೀಕ್ಷೆಯನ್ನು ಆತ್ಮವಿಶ್ವಾಸದಿಂದ ಎದುರಿಸಬೇಕು. ಯಾವುದೇ ಒತ್ತಡಕ್ಕೆ ಒಳಗಾಗದೇ ಸರಿಯಾದ ರೀತಿಯಲ್ಲಿ ಓದಿದರೆ ಉತ್ತಮ ಫಲಿತಾಂಶ ಪಡೆಯಬಹುದು ಎಂದು ಡಿಡಿಪಿಐ ರಾಮಚಂದ್ರರಾಜೆ ಅರಸ್ ಅಭಿಪ್ರಾಯಪಟ್ಟರು. ಮೈಸೂರು ಜಿಲ್ಲಾ ಪಂಚಾಯಿತಿ ಹಾಗೂ ಸೇಂಟ್ ಜೋಸೆಫ್ ಪ್ರೌಢಶಾಲೆ ಆವರಣದಲ್ಲಿ ಸಾರ್ವಜನಿಕ ಶಿಕ್ಷಣ ಇಲಾಖೆ ಆಯೋಜಿಸಿದ್ದ ಪ್ರೇರಣಾ ಕಾರ್ಯಾಗಾರ ಉದ್ಘಾಟಿಸಿ ಮಾತನಾಡಿದರು. ಈ ಬಾರಿಯ ವ್ಯಾಪ್ತಿಯಲ್ಲಿ ಒಟ್ಟು ಸರ್ಕಾರಿ, ಅನುದಾನಿತ, ಅನುದಾನ ರಹಿತ ಶಾಲೆಗಳ 121 ವಿದ್ಯಾರ್ಥಿಗಳಲ್ಲಿ 625ಕ್ಕೆ625 ಅಂಕಗಳಿಸುವ ಸಾಮರ್ಥ್ಯ ಹೊಂದಿರುವ ವಿದ್ಯಾರ್ಥಿಗಳನ್ನು ಗುರುತಿಸಿ ಅವರಿಗೆ ಉತ್ತಮ ಬೋಧನೆ ನೀಡಲಾಗುವುದು ಎಂದು ತಿಳಿಸಿದರು. (48, 130, 170, 298)
print-color-bar (0, 1400, 945, 1414)
table-cell: 1. ಕಿರಿಯ ಮಹಿಳಾ ಆರೋಗ್ಯ ಸಹಾಯಕಿ ಹುದ್ದೆಗೆ ಸರ್ಕಾರದಿಂದ ಮಾನ್ಯತೆ ಪಡೆದ ಸಂಸ್ಥೆಯಿಂದ ತರಬೇತಿ ಪಡೆದಿರಬೇಕು 2. ಕರ್ನಾಟಕ ನರ್ಸಿಂಗ್ ಕೌನ್ಸಿಲ್ ನೋಂದಣಿ 3. ಗಣಕಯಂತ್ರ ಜ್ಞಾನ (463, 956, 656, 986)
college-deadline-1: 1) ಟೆಂಡರ್ ಅರ್ಜಿ ಸಲ್ಲಿಸಲು ಕೊನೆಯ ದಿನಾಂಕ: 23.02.2022 ಮಧ್ಯಾಹ್ನ 2.00 (53, 793, 256, 802)
table-cell: 1. ಸರ್ಕಾರ/ಮಾನ್ಯತೆ ಪಡೆದ ಸಂಸ್ಥೆಯಿಂದ ಡಿಪ್ಲೊಮಾ ಇನ್ ಆಪರೇಷನ್ ಥಿಯೇಟರ್ ಟೆಕ್ನಾಲಜಿ 2. ಕರ್ನಾಟಕ ಪ್ಯಾರಾ ಮೆಡಿಕಲ್ ಬೋರ್ಡ್‌ನಲ್ಲಿ ನೋಂದಾಯಿಸಿರಬೇಕು 3. ಗಣಕಯಂತ್ರ ಜ್ಞಾನ (463, 848, 656, 887)
college-ref-date: ದಿನಾಂಕ: 18.02.2022 (210, 686, 263, 693)
tender-sign: ಸಹಿ/– ತಾಲ್ಲೂಕು ಕಾರ್ಯನಿರ್ವಾಹಕ ಅಧಿಕಾರಿ, ಮೈಸೂರು (773, 601, 896, 609)
health-gov: ಕರ್ನಾಟಕ ಸರ್ಕಾರ (566, 635, 606, 643)
table-header-cell: ಹುದ್ದೆಯ ವಿವರ (295, 746, 380, 758)
